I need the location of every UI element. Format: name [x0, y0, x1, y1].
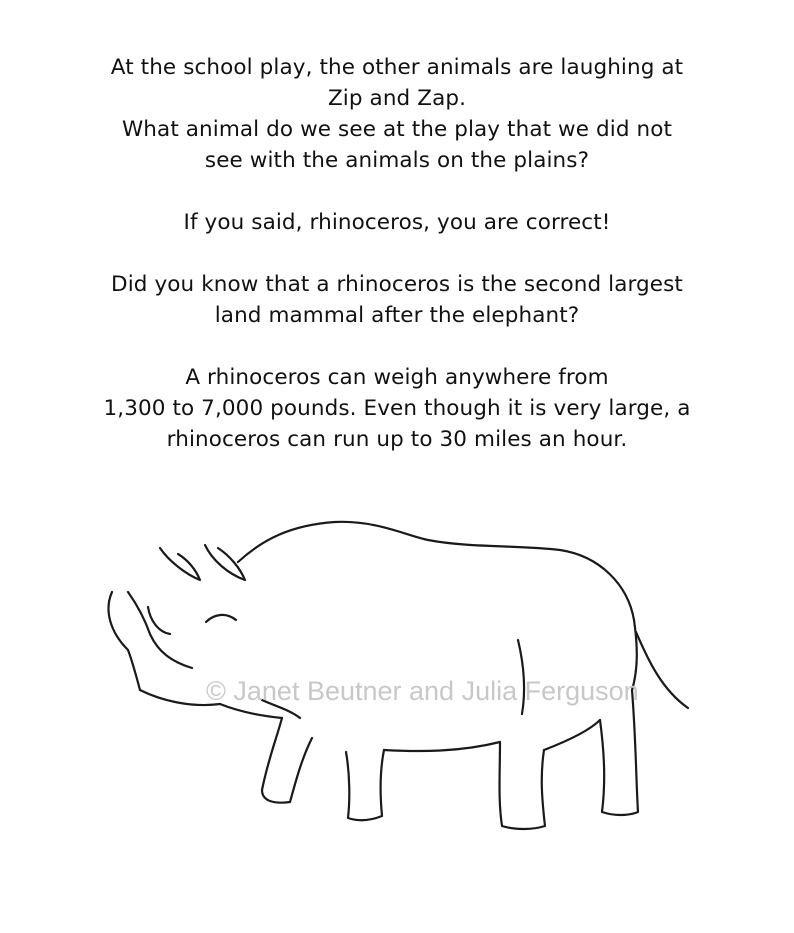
paragraph-school-play — [40, 52, 754, 176]
text-line: At the school play, the other animals are laughing at — [110, 55, 684, 80]
rhino-back-line — [238, 522, 637, 690]
rhino-tail — [636, 632, 688, 708]
text-line: see with the animals on the plains? — [204, 148, 590, 173]
rhino-rear-horn — [148, 607, 170, 634]
text-line: 1,300 to 7,000 pounds. Even though it is very large, a — [103, 396, 691, 421]
rhino-hind-leg-far — [600, 690, 638, 815]
paragraph-fact-size — [40, 269, 754, 331]
rhino-front-leg-inner — [346, 750, 384, 820]
paragraph-answer — [40, 207, 754, 238]
text-line: A rhinoceros can weigh anywhere from — [185, 365, 609, 390]
rhino-rear-line — [544, 720, 600, 750]
copyright-watermark: © Janet Beutner and Julia Ferguson — [206, 676, 639, 706]
text-line: What animal do we see at the play that we did not — [121, 117, 673, 142]
paragraph-fact-weight — [40, 362, 754, 455]
rhino-front-leg — [262, 718, 312, 803]
rhinoceros-icon — [90, 510, 700, 840]
text-line: land mammal after the elephant? — [214, 303, 580, 328]
text-line: rhinoceros can run up to 30 miles an hour. — [166, 427, 628, 452]
rhino-belly — [384, 742, 500, 751]
rhino-ear-left — [160, 548, 200, 580]
rhino-hind-leg-near — [500, 742, 546, 829]
story-text — [40, 52, 754, 486]
rhino-eye — [206, 615, 236, 622]
rhino-front-horn — [109, 592, 140, 690]
text-line: Did you know that a rhinoceros is the second largest — [111, 272, 683, 297]
text-line: Zip and Zap. — [327, 86, 467, 111]
text-line: If you said, rhinoceros, you are correct! — [183, 210, 611, 235]
